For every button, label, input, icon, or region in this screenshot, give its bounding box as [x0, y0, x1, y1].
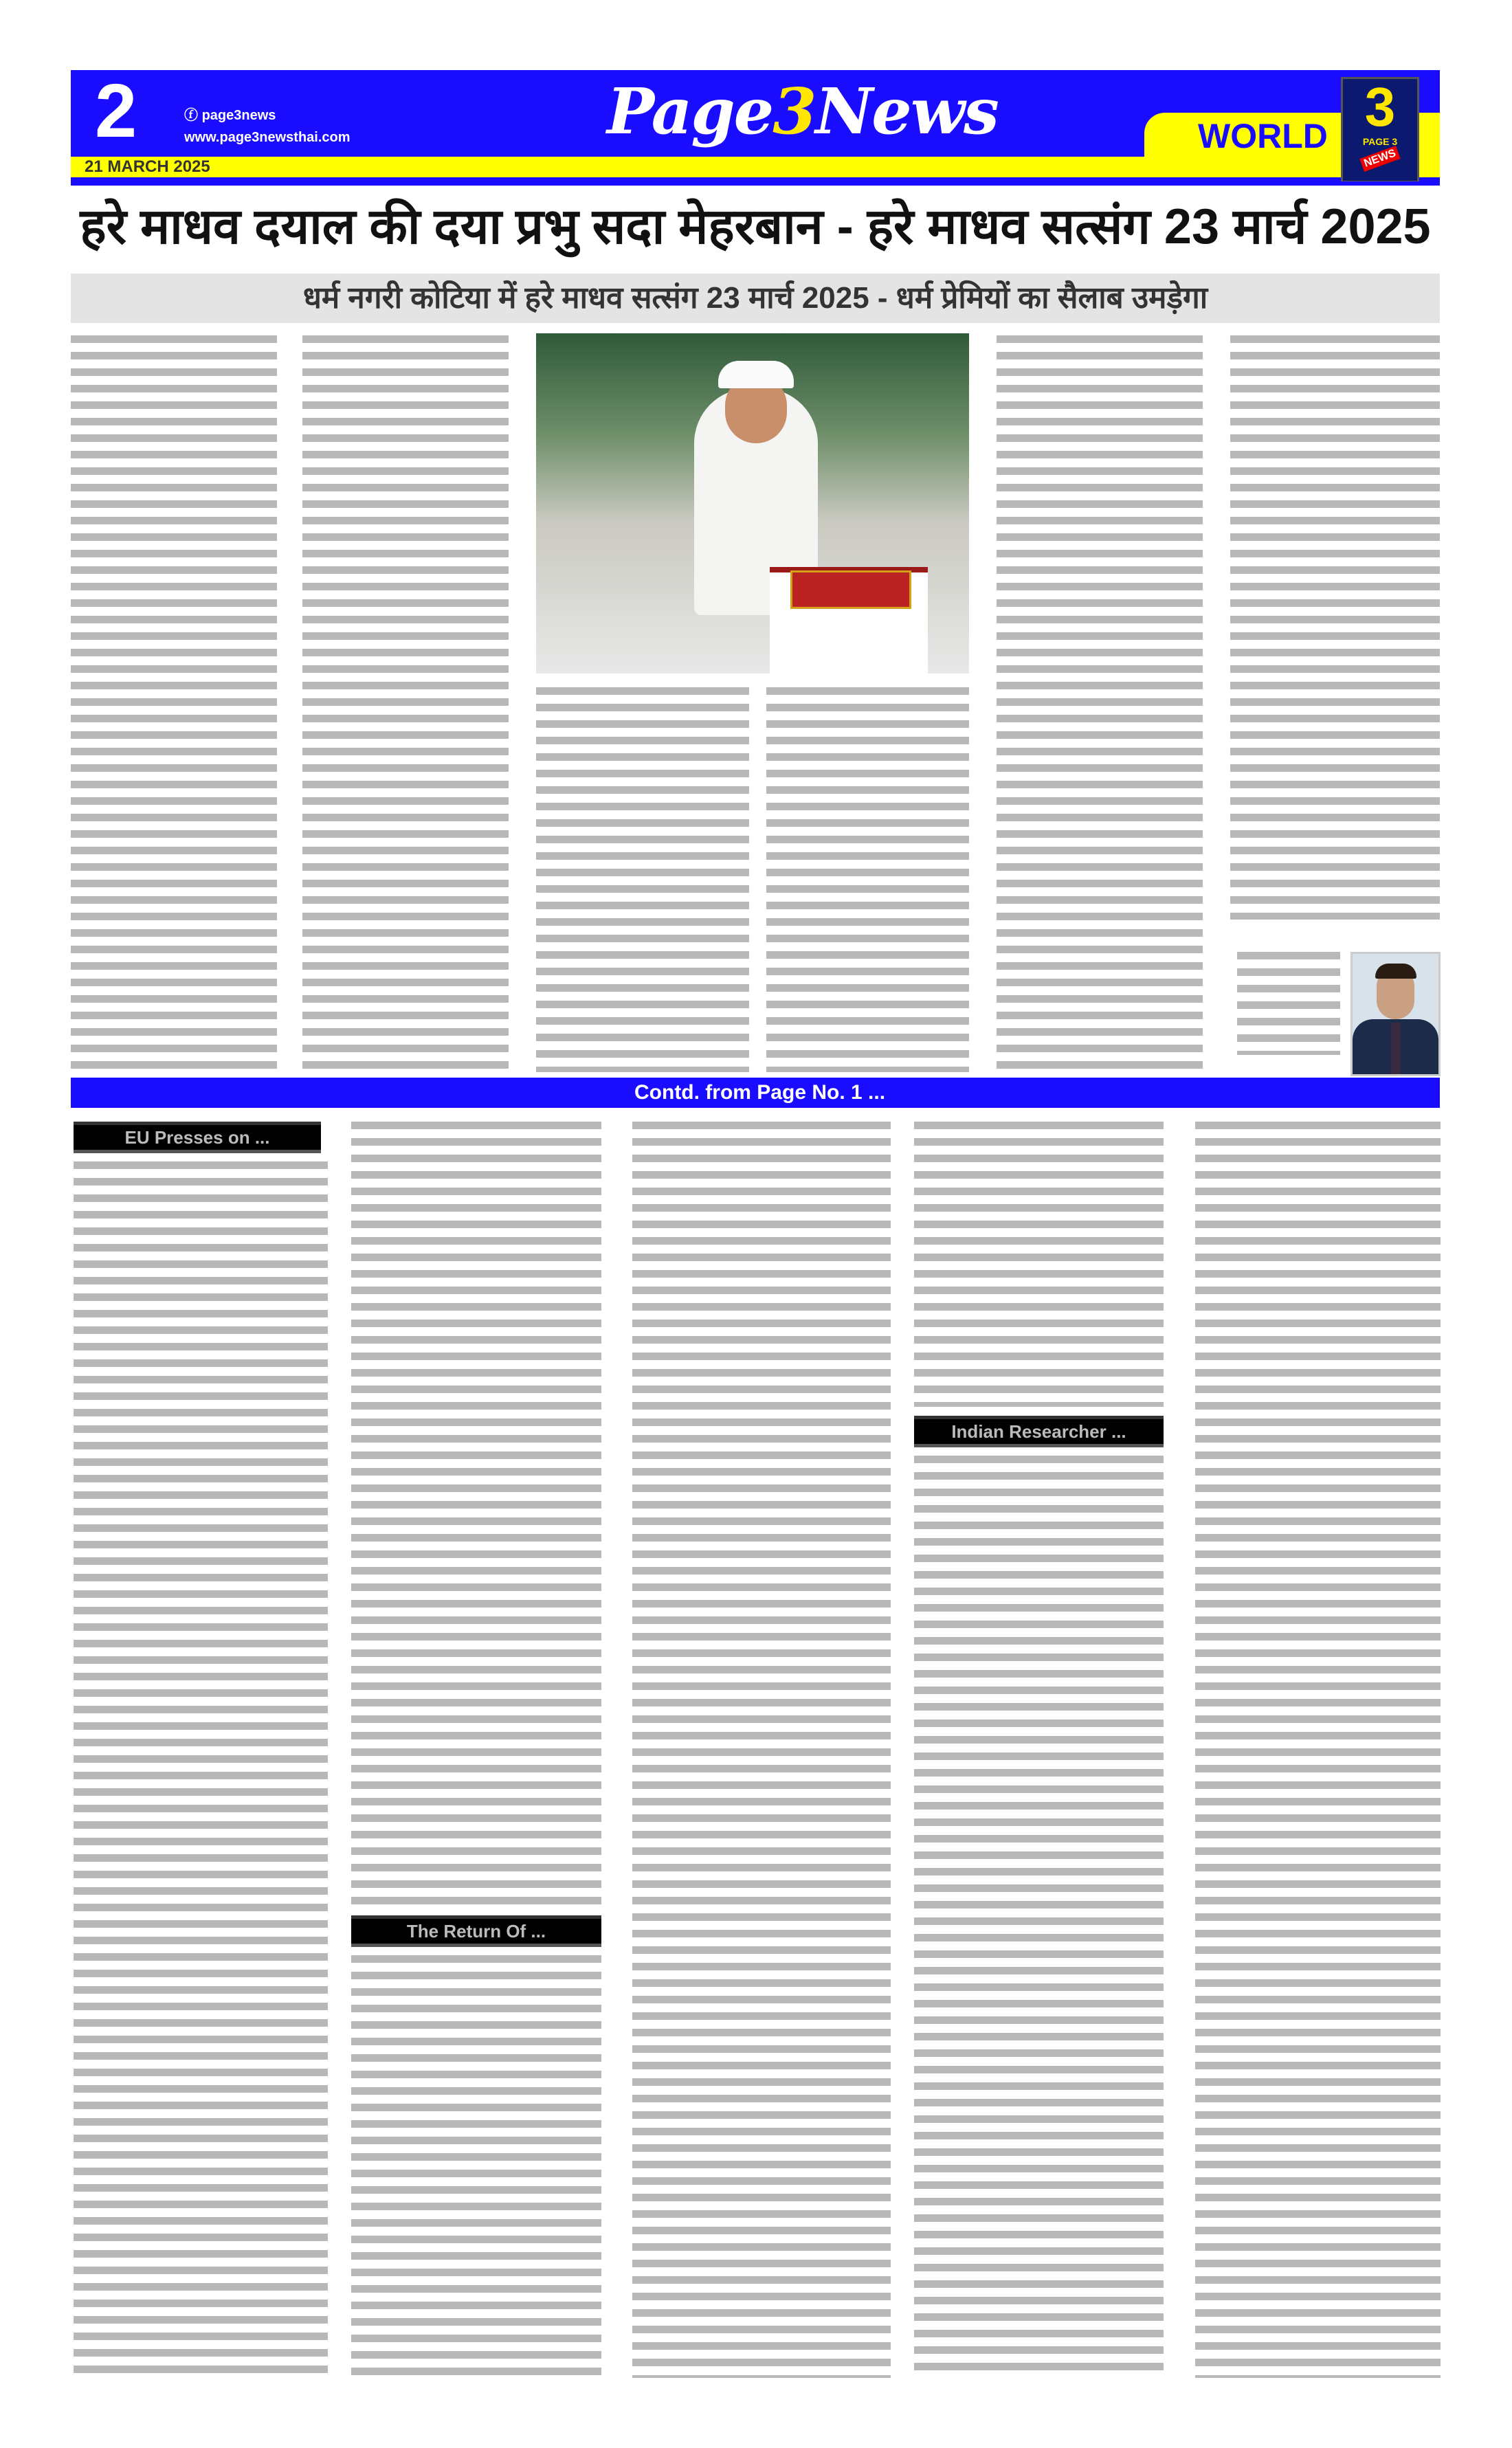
page-number: 2 [95, 69, 137, 153]
subheadline: धर्म नगरी कोटिया में हरे माधव सत्संग 23 मार्च 2025 - धर्म प्रेमियों का सैलाब उमड़ेगा [302, 281, 1208, 315]
main-headline: हरे माधव दयाल की दया प्रभु सदा मेहरबान - हरे माधव सत्संग 23 मार्च 2025 [80, 199, 1431, 254]
issue-date: 21 MARCH 2025 [85, 157, 210, 176]
section-label-eu: EU Presses on ... [74, 1122, 321, 1153]
article-column-3 [536, 687, 749, 1072]
article-column-4 [766, 687, 969, 1072]
subheadline-band [71, 274, 1440, 323]
article-column-2 [302, 335, 509, 1071]
speaker-cap [718, 361, 794, 388]
continued-banner [71, 1078, 1440, 1108]
masthead [71, 70, 1440, 184]
bottom-column-1 [74, 1161, 328, 2378]
article-column-5 [997, 335, 1203, 1071]
newspaper-logo: Page3News [607, 74, 998, 148]
bottom-column-5 [1195, 1122, 1441, 2378]
section-label-researcher: Indian Researcher ... [914, 1416, 1164, 1447]
article-column-6 [1230, 335, 1440, 920]
continued-text: Contd. from Page No. 1 ... [634, 1081, 886, 1104]
bottom-column-3 [632, 1122, 891, 2378]
bottom-column-2a [351, 1122, 601, 1905]
podium-sign [790, 570, 911, 609]
satsang-speaker-photo [536, 333, 969, 674]
section-name: WORLD [1198, 117, 1328, 155]
page3-badge-logo: 3 PAGE 3 NEWS [1341, 77, 1419, 183]
social-links [184, 104, 351, 148]
website-link[interactable]: www.page3newsthai.com [184, 130, 351, 145]
social-handle[interactable]: page3news [201, 108, 276, 123]
author-portrait [1350, 952, 1441, 1076]
author-byline [1237, 952, 1340, 1055]
masthead-divider [71, 181, 1440, 186]
section-label-return: The Return Of ... [351, 1915, 601, 1947]
bottom-column-4a [914, 1122, 1164, 1407]
bottom-column-4b [914, 1456, 1164, 2378]
article-column-1 [71, 335, 277, 1071]
bottom-column-2b [351, 1955, 601, 2378]
facebook-icon: ⓕ [184, 108, 202, 123]
